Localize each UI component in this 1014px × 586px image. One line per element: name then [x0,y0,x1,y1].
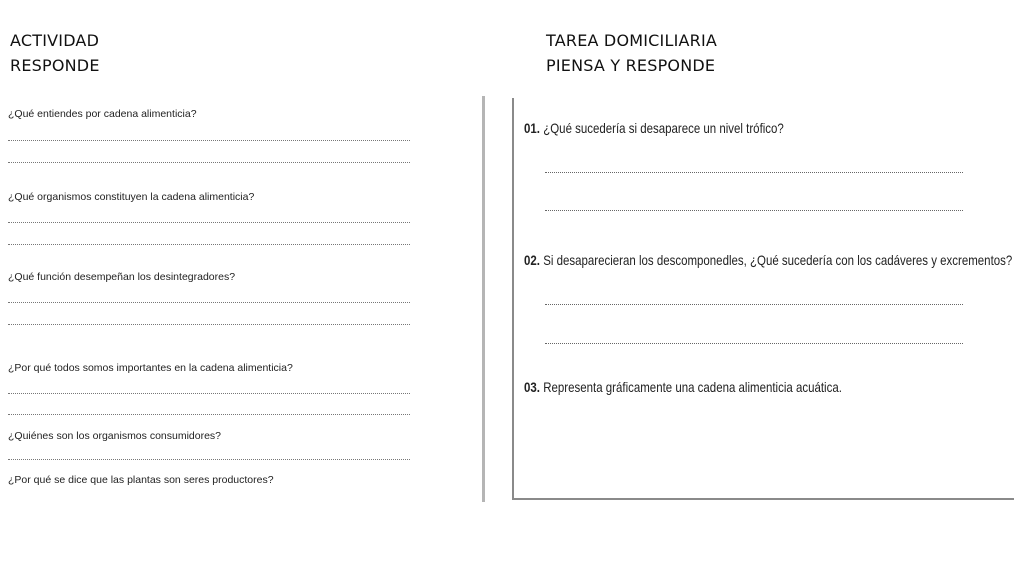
question-text: Si desaparecieran los descomponedles, ¿Qué sucedería con los cadáveres y excrementos? [543,252,1013,268]
left-question-2: ¿Qué organismos constituyen la cadena alimenticia? [8,191,255,203]
question-number: 03. [524,379,540,395]
left-title-line1: ACTIVIDAD [10,31,100,50]
left-section-title [10,28,100,78]
left-question-1: ¿Qué entiendes por cadena alimenticia? [8,108,197,120]
answer-line[interactable] [8,162,410,163]
answer-line[interactable] [8,140,410,141]
homework-box [512,98,1014,500]
right-question-3 [524,379,842,395]
left-question-3: ¿Qué función desempeñan los desintegradores? [8,271,236,283]
right-question-2 [524,252,1012,268]
question-text: ¿Qué sucedería si desaparece un nivel trófico? [543,120,784,136]
left-question-5: ¿Quiénes son los organismos consumidores? [8,430,222,442]
answer-line[interactable] [8,414,410,415]
left-title-line2: RESPONDE [10,56,100,75]
column-divider [482,96,485,502]
answer-line[interactable] [8,324,410,325]
answer-line[interactable] [8,459,410,460]
right-section-title [546,28,717,78]
left-question-6: ¿Por qué se dice que las plantas son seres productores? [8,474,274,486]
answer-line[interactable] [545,172,963,173]
question-number: 02. [524,252,540,268]
question-number: 01. [524,120,540,136]
right-title-line2: PIENSA Y RESPONDE [546,56,716,75]
answer-line[interactable] [545,343,963,344]
answer-line[interactable] [8,222,410,223]
answer-line[interactable] [8,244,410,245]
answer-line[interactable] [545,210,963,211]
right-question-1 [524,120,784,136]
left-question-4: ¿Por qué todos somos importantes en la cadena alimenticia? [8,362,293,374]
question-text: Representa gráficamente una cadena alimenticia acuática. [543,379,842,395]
answer-line[interactable] [545,304,963,305]
answer-line[interactable] [8,393,410,394]
answer-line[interactable] [8,302,410,303]
right-title-line1: TAREA DOMICILIARIA [546,31,718,50]
